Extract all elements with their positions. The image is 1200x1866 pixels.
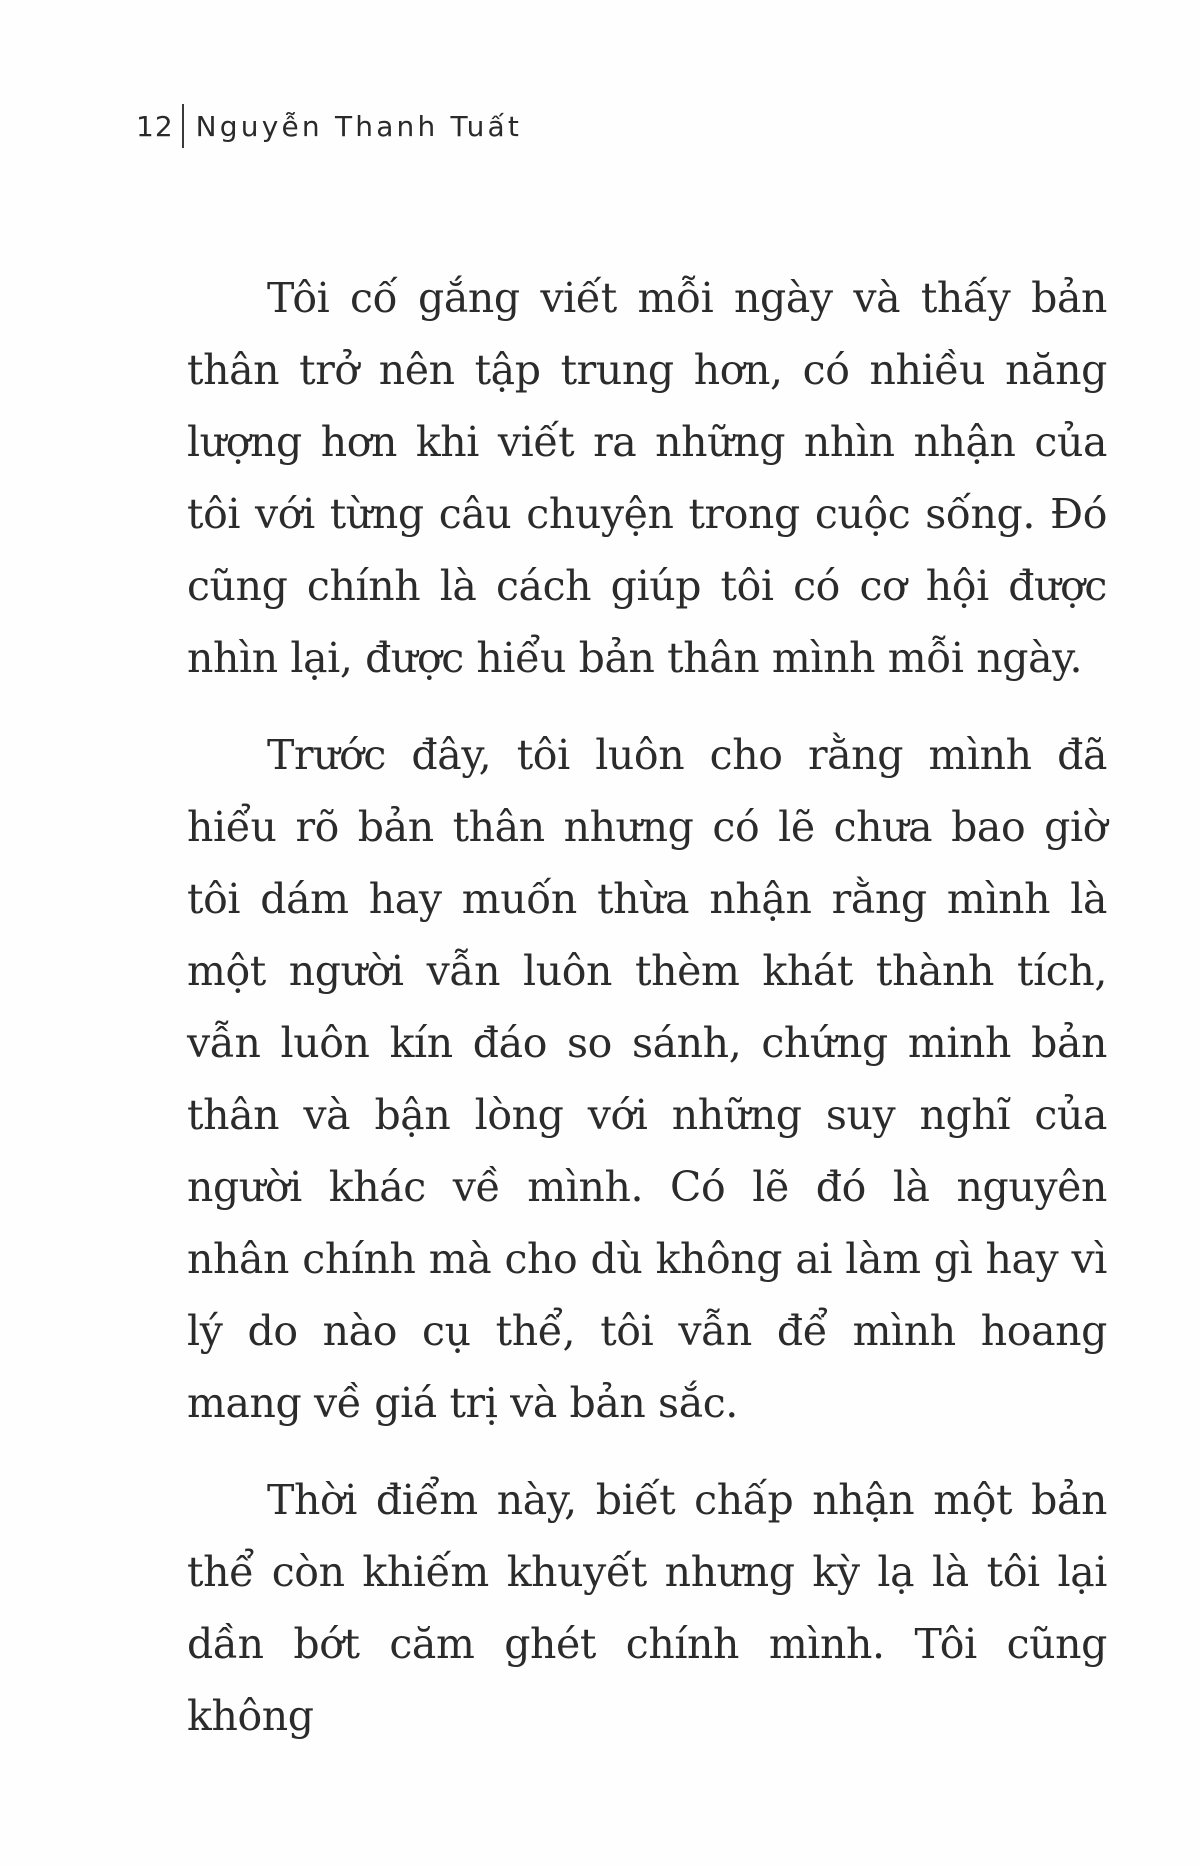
paragraph-3: Thời điểm này, biết chấp nhận một bản thể còn khiếm khuyết nhưng kỳ lạ là tôi lại dần bớt căm ghét chính mình. Tôi cũng không — [187, 1476, 1107, 1740]
author-name: Nguyễn Thanh Tuất — [195, 109, 523, 143]
running-head — [136, 104, 522, 148]
paragraph-2: Trước đây, tôi luôn cho rằng mình đã hiểu rõ bản thân nhưng có lẽ chưa bao giờ tôi dám hay muốn thừa nhận rằng mình là một người vẫn luôn thèm khát thành tích, vẫn luôn kín đáo so sánh, chứng minh bản thân và bận lòng với những suy nghĩ của người khác về mình. Có lẽ đó là nguyên nhân chính mà cho dù không ai làm gì hay vì lý do nào cụ thể, tôi vẫn để mình hoang mang về giá trị và bản sắc. — [187, 731, 1107, 1427]
header-divider — [182, 104, 184, 148]
page-number: 12 — [136, 109, 174, 143]
paragraph-1: Tôi cố gắng viết mỗi ngày và thấy bản thân trở nên tập trung hơn, có nhiều năng lượng hơn khi viết ra những nhìn nhận của tôi với từng câu chuyện trong cuộc sống. Đó cũng chính là cách giúp tôi có cơ hội được nhìn lại, được hiểu bản thân mình mỗi ngày. — [187, 274, 1107, 682]
body-text — [187, 262, 1107, 1777]
